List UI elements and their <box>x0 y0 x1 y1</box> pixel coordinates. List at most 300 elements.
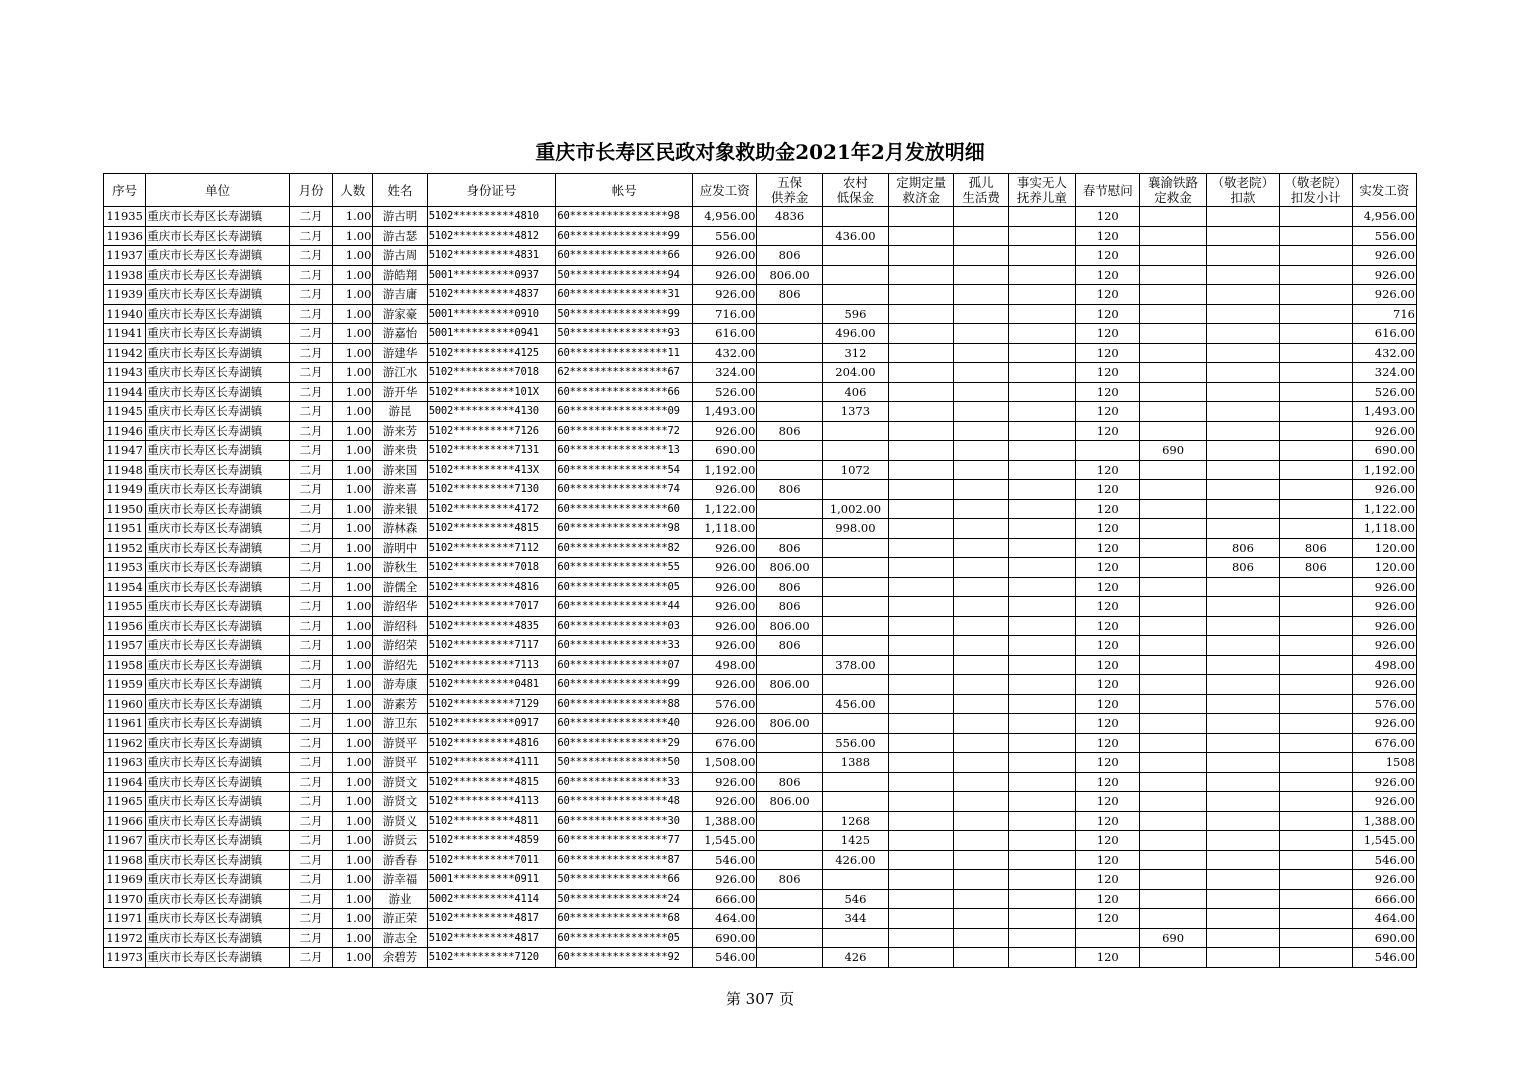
regular-relief-cell <box>889 460 954 480</box>
unattended-child-cell <box>1008 909 1075 929</box>
month-cell: 二月 <box>289 909 332 929</box>
count-cell: 1.00 <box>333 402 373 422</box>
month-cell: 二月 <box>289 753 332 773</box>
five-guarantee-cell <box>757 343 822 363</box>
unit-cell: 重庆市长寿区长寿湖镇 <box>146 616 290 636</box>
nursing-deduction-cell <box>1206 382 1279 402</box>
actual-pay-cell: 616.00 <box>1352 324 1417 344</box>
month-cell: 二月 <box>289 811 332 831</box>
nursing-subtotal-cell <box>1280 382 1352 402</box>
five-guarantee-cell <box>757 811 822 831</box>
id-number-cell: 5102**********7112 <box>427 538 556 558</box>
nursing-deduction-cell <box>1206 636 1279 656</box>
nursing-subtotal-cell <box>1280 655 1352 675</box>
nursing-subtotal-cell <box>1280 519 1352 539</box>
month-cell: 二月 <box>289 499 332 519</box>
unit-cell: 重庆市长寿区长寿湖镇 <box>146 343 290 363</box>
count-cell: 1.00 <box>333 499 373 519</box>
railway-relief-cell <box>1140 870 1206 890</box>
rural-allowance-cell <box>822 675 888 695</box>
column-header: 应发工资 <box>693 174 757 207</box>
orphan-cell <box>954 538 1008 558</box>
orphan-cell <box>954 343 1008 363</box>
rural-allowance-cell: 596 <box>822 304 888 324</box>
month-cell: 二月 <box>289 870 332 890</box>
table-row <box>104 909 1417 929</box>
payable-cell: 1,545.00 <box>693 831 757 851</box>
unattended-child-cell <box>1008 616 1075 636</box>
month-cell: 二月 <box>289 304 332 324</box>
row-index-cell: 11947 <box>104 441 146 461</box>
name-cell: 游贤平 <box>373 753 427 773</box>
month-cell: 二月 <box>289 246 332 266</box>
unattended-child-cell <box>1008 285 1075 305</box>
payable-cell: 676.00 <box>693 733 757 753</box>
row-index-cell: 11950 <box>104 499 146 519</box>
unattended-child-cell <box>1008 304 1075 324</box>
count-cell: 1.00 <box>333 441 373 461</box>
id-number-cell: 5102**********7117 <box>427 636 556 656</box>
table-row <box>104 519 1417 539</box>
count-cell: 1.00 <box>333 382 373 402</box>
regular-relief-cell <box>889 597 954 617</box>
festival-cell: 120 <box>1076 948 1140 968</box>
count-cell: 1.00 <box>333 870 373 890</box>
payable-cell: 926.00 <box>693 597 757 617</box>
orphan-cell <box>954 519 1008 539</box>
id-number-cell: 5102**********4113 <box>427 792 556 812</box>
five-guarantee-cell <box>757 753 822 773</box>
regular-relief-cell <box>889 382 954 402</box>
account-cell: 60****************82 <box>556 538 693 558</box>
unit-cell: 重庆市长寿区长寿湖镇 <box>146 577 290 597</box>
rural-allowance-cell: 378.00 <box>822 655 888 675</box>
festival-cell: 120 <box>1076 519 1140 539</box>
nursing-subtotal-cell <box>1280 421 1352 441</box>
nursing-deduction-cell <box>1206 343 1279 363</box>
five-guarantee-cell: 806.00 <box>757 558 822 578</box>
payable-cell: 926.00 <box>693 772 757 792</box>
unit-cell: 重庆市长寿区长寿湖镇 <box>146 948 290 968</box>
count-cell: 1.00 <box>333 948 373 968</box>
table-header-row <box>104 174 1417 207</box>
payable-cell: 926.00 <box>693 616 757 636</box>
unattended-child-cell <box>1008 577 1075 597</box>
nursing-subtotal-cell <box>1280 577 1352 597</box>
unit-cell: 重庆市长寿区长寿湖镇 <box>146 753 290 773</box>
unattended-child-cell <box>1008 948 1075 968</box>
payable-cell: 926.00 <box>693 246 757 266</box>
nursing-deduction-cell <box>1206 675 1279 695</box>
actual-pay-cell: 324.00 <box>1352 363 1417 383</box>
table-row <box>104 304 1417 324</box>
festival-cell: 120 <box>1076 753 1140 773</box>
orphan-cell <box>954 694 1008 714</box>
nursing-subtotal-cell <box>1280 636 1352 656</box>
festival-cell: 120 <box>1076 655 1140 675</box>
table-row <box>104 460 1417 480</box>
count-cell: 1.00 <box>333 226 373 246</box>
id-number-cell: 5001**********0937 <box>427 265 556 285</box>
name-cell: 游古瑟 <box>373 226 427 246</box>
actual-pay-cell: 926.00 <box>1352 577 1417 597</box>
actual-pay-cell: 926.00 <box>1352 792 1417 812</box>
month-cell: 二月 <box>289 733 332 753</box>
unit-cell: 重庆市长寿区长寿湖镇 <box>146 421 290 441</box>
nursing-deduction-cell <box>1206 909 1279 929</box>
orphan-cell <box>954 616 1008 636</box>
payable-cell: 716.00 <box>693 304 757 324</box>
orphan-cell <box>954 207 1008 227</box>
festival-cell: 120 <box>1076 538 1140 558</box>
actual-pay-cell: 926.00 <box>1352 636 1417 656</box>
payable-cell: 926.00 <box>693 265 757 285</box>
payable-cell: 690.00 <box>693 441 757 461</box>
actual-pay-cell: 526.00 <box>1352 382 1417 402</box>
festival-cell: 120 <box>1076 831 1140 851</box>
row-index-cell: 11940 <box>104 304 146 324</box>
unit-cell: 重庆市长寿区长寿湖镇 <box>146 831 290 851</box>
row-index-cell: 11935 <box>104 207 146 227</box>
orphan-cell <box>954 324 1008 344</box>
row-index-cell: 11971 <box>104 909 146 929</box>
nursing-subtotal-cell <box>1280 831 1352 851</box>
railway-relief-cell <box>1140 850 1206 870</box>
unit-cell: 重庆市长寿区长寿湖镇 <box>146 928 290 948</box>
id-number-cell: 5102**********4831 <box>427 246 556 266</box>
orphan-cell <box>954 226 1008 246</box>
unit-cell: 重庆市长寿区长寿湖镇 <box>146 382 290 402</box>
unit-cell: 重庆市长寿区长寿湖镇 <box>146 285 290 305</box>
name-cell: 游江水 <box>373 363 427 383</box>
account-cell: 60****************40 <box>556 714 693 734</box>
rural-allowance-cell: 1373 <box>822 402 888 422</box>
festival-cell: 120 <box>1076 577 1140 597</box>
orphan-cell <box>954 909 1008 929</box>
five-guarantee-cell <box>757 382 822 402</box>
festival-cell: 120 <box>1076 480 1140 500</box>
nursing-subtotal-cell <box>1280 909 1352 929</box>
nursing-subtotal-cell <box>1280 304 1352 324</box>
rural-allowance-cell: 436.00 <box>822 226 888 246</box>
id-number-cell: 5102**********7011 <box>427 850 556 870</box>
name-cell: 游志全 <box>373 928 427 948</box>
column-header: （敬老院） 扣发小计 <box>1280 174 1352 207</box>
actual-pay-cell: 498.00 <box>1352 655 1417 675</box>
table-row <box>104 636 1417 656</box>
festival-cell: 120 <box>1076 889 1140 909</box>
railway-relief-cell <box>1140 421 1206 441</box>
account-cell: 50****************24 <box>556 889 693 909</box>
nursing-subtotal-cell <box>1280 597 1352 617</box>
orphan-cell <box>954 636 1008 656</box>
festival-cell: 120 <box>1076 343 1140 363</box>
count-cell: 1.00 <box>333 460 373 480</box>
row-index-cell: 11955 <box>104 597 146 617</box>
id-number-cell: 5102**********4835 <box>427 616 556 636</box>
regular-relief-cell <box>889 304 954 324</box>
unit-cell: 重庆市长寿区长寿湖镇 <box>146 636 290 656</box>
nursing-deduction-cell: 806 <box>1206 558 1279 578</box>
actual-pay-cell: 926.00 <box>1352 265 1417 285</box>
month-cell: 二月 <box>289 558 332 578</box>
table-row <box>104 402 1417 422</box>
orphan-cell <box>954 675 1008 695</box>
festival-cell: 120 <box>1076 675 1140 695</box>
festival-cell: 120 <box>1076 207 1140 227</box>
name-cell: 游来国 <box>373 460 427 480</box>
festival-cell: 120 <box>1076 870 1140 890</box>
table-row <box>104 382 1417 402</box>
actual-pay-cell: 1508 <box>1352 753 1417 773</box>
festival-cell: 120 <box>1076 636 1140 656</box>
rural-allowance-cell: 496.00 <box>822 324 888 344</box>
name-cell: 游幸福 <box>373 870 427 890</box>
railway-relief-cell <box>1140 831 1206 851</box>
rural-allowance-cell <box>822 421 888 441</box>
rural-allowance-cell: 406 <box>822 382 888 402</box>
actual-pay-cell: 556.00 <box>1352 226 1417 246</box>
nursing-deduction-cell <box>1206 265 1279 285</box>
unit-cell: 重庆市长寿区长寿湖镇 <box>146 304 290 324</box>
regular-relief-cell <box>889 753 954 773</box>
name-cell: 游来银 <box>373 499 427 519</box>
unit-cell: 重庆市长寿区长寿湖镇 <box>146 246 290 266</box>
rural-allowance-cell <box>822 870 888 890</box>
month-cell: 二月 <box>289 636 332 656</box>
nursing-deduction-cell <box>1206 850 1279 870</box>
month-cell: 二月 <box>289 616 332 636</box>
count-cell: 1.00 <box>333 772 373 792</box>
regular-relief-cell <box>889 850 954 870</box>
festival-cell <box>1076 928 1140 948</box>
rural-allowance-cell <box>822 207 888 227</box>
rural-allowance-cell <box>822 558 888 578</box>
nursing-subtotal-cell <box>1280 207 1352 227</box>
regular-relief-cell <box>889 772 954 792</box>
nursing-subtotal-cell <box>1280 733 1352 753</box>
festival-cell: 120 <box>1076 265 1140 285</box>
regular-relief-cell <box>889 499 954 519</box>
account-cell: 60****************33 <box>556 636 693 656</box>
payable-cell: 498.00 <box>693 655 757 675</box>
unattended-child-cell <box>1008 402 1075 422</box>
unattended-child-cell <box>1008 324 1075 344</box>
actual-pay-cell: 1,493.00 <box>1352 402 1417 422</box>
payable-cell: 1,493.00 <box>693 402 757 422</box>
festival-cell: 120 <box>1076 616 1140 636</box>
regular-relief-cell <box>889 538 954 558</box>
nursing-deduction-cell <box>1206 792 1279 812</box>
account-cell: 50****************94 <box>556 265 693 285</box>
orphan-cell <box>954 382 1008 402</box>
name-cell: 游儒全 <box>373 577 427 597</box>
five-guarantee-cell: 806.00 <box>757 714 822 734</box>
railway-relief-cell <box>1140 948 1206 968</box>
account-cell: 60****************99 <box>556 675 693 695</box>
month-cell: 二月 <box>289 226 332 246</box>
actual-pay-cell: 1,122.00 <box>1352 499 1417 519</box>
regular-relief-cell <box>889 889 954 909</box>
account-cell: 60****************31 <box>556 285 693 305</box>
nursing-subtotal-cell <box>1280 792 1352 812</box>
rural-allowance-cell <box>822 246 888 266</box>
id-number-cell: 5102**********7018 <box>427 363 556 383</box>
rural-allowance-cell <box>822 792 888 812</box>
payable-cell: 546.00 <box>693 948 757 968</box>
regular-relief-cell <box>889 480 954 500</box>
nursing-subtotal-cell <box>1280 499 1352 519</box>
account-cell: 50****************50 <box>556 753 693 773</box>
row-index-cell: 11965 <box>104 792 146 812</box>
unattended-child-cell <box>1008 382 1075 402</box>
account-cell: 60****************66 <box>556 382 693 402</box>
column-header: 襄渝铁路 定救金 <box>1140 174 1206 207</box>
unattended-child-cell <box>1008 694 1075 714</box>
unattended-child-cell <box>1008 753 1075 773</box>
id-number-cell: 5102**********0481 <box>427 675 556 695</box>
name-cell: 游来芳 <box>373 421 427 441</box>
nursing-subtotal-cell <box>1280 616 1352 636</box>
payable-cell: 926.00 <box>693 577 757 597</box>
payable-cell: 556.00 <box>693 226 757 246</box>
unit-cell: 重庆市长寿区长寿湖镇 <box>146 870 290 890</box>
railway-relief-cell <box>1140 694 1206 714</box>
name-cell: 游贤文 <box>373 772 427 792</box>
railway-relief-cell <box>1140 811 1206 831</box>
count-cell: 1.00 <box>333 889 373 909</box>
name-cell: 游秋生 <box>373 558 427 578</box>
orphan-cell <box>954 421 1008 441</box>
five-guarantee-cell: 806 <box>757 480 822 500</box>
orphan-cell <box>954 499 1008 519</box>
actual-pay-cell: 926.00 <box>1352 772 1417 792</box>
row-index-cell: 11954 <box>104 577 146 597</box>
nursing-subtotal-cell <box>1280 928 1352 948</box>
regular-relief-cell <box>889 519 954 539</box>
nursing-deduction-cell <box>1206 655 1279 675</box>
five-guarantee-cell: 806 <box>757 870 822 890</box>
count-cell: 1.00 <box>333 343 373 363</box>
name-cell: 游古明 <box>373 207 427 227</box>
festival-cell: 120 <box>1076 382 1140 402</box>
actual-pay-cell: 926.00 <box>1352 421 1417 441</box>
festival-cell: 120 <box>1076 811 1140 831</box>
table-row <box>104 441 1417 461</box>
unattended-child-cell <box>1008 421 1075 441</box>
unit-cell: 重庆市长寿区长寿湖镇 <box>146 226 290 246</box>
unit-cell: 重庆市长寿区长寿湖镇 <box>146 675 290 695</box>
railway-relief-cell <box>1140 363 1206 383</box>
nursing-deduction-cell <box>1206 811 1279 831</box>
table-row <box>104 675 1417 695</box>
regular-relief-cell <box>889 246 954 266</box>
unattended-child-cell <box>1008 246 1075 266</box>
id-number-cell: 5102**********4815 <box>427 772 556 792</box>
five-guarantee-cell <box>757 363 822 383</box>
relief-fund-table <box>103 173 1417 968</box>
railway-relief-cell <box>1140 538 1206 558</box>
orphan-cell <box>954 558 1008 578</box>
railway-relief-cell <box>1140 655 1206 675</box>
payable-cell: 926.00 <box>693 675 757 695</box>
rural-allowance-cell <box>822 772 888 792</box>
nursing-deduction-cell <box>1206 499 1279 519</box>
unit-cell: 重庆市长寿区长寿湖镇 <box>146 733 290 753</box>
orphan-cell <box>954 480 1008 500</box>
regular-relief-cell <box>889 616 954 636</box>
regular-relief-cell <box>889 421 954 441</box>
unit-cell: 重庆市长寿区长寿湖镇 <box>146 402 290 422</box>
unit-cell: 重庆市长寿区长寿湖镇 <box>146 889 290 909</box>
nursing-deduction-cell <box>1206 402 1279 422</box>
count-cell: 1.00 <box>333 616 373 636</box>
actual-pay-cell: 926.00 <box>1352 714 1417 734</box>
row-index-cell: 11948 <box>104 460 146 480</box>
account-cell: 60****************09 <box>556 402 693 422</box>
unit-cell: 重庆市长寿区长寿湖镇 <box>146 499 290 519</box>
payable-cell: 324.00 <box>693 363 757 383</box>
festival-cell: 120 <box>1076 499 1140 519</box>
table-row <box>104 928 1417 948</box>
name-cell: 游林森 <box>373 519 427 539</box>
name-cell: 游绍荣 <box>373 636 427 656</box>
festival-cell: 120 <box>1076 226 1140 246</box>
actual-pay-cell: 926.00 <box>1352 246 1417 266</box>
regular-relief-cell <box>889 636 954 656</box>
actual-pay-cell: 926.00 <box>1352 597 1417 617</box>
rural-allowance-cell <box>822 538 888 558</box>
nursing-subtotal-cell <box>1280 265 1352 285</box>
unit-cell: 重庆市长寿区长寿湖镇 <box>146 207 290 227</box>
nursing-deduction-cell <box>1206 753 1279 773</box>
payable-cell: 926.00 <box>693 792 757 812</box>
column-header: 定期定量 救济金 <box>889 174 954 207</box>
row-index-cell: 11951 <box>104 519 146 539</box>
five-guarantee-cell: 806.00 <box>757 792 822 812</box>
regular-relief-cell <box>889 655 954 675</box>
festival-cell: 120 <box>1076 363 1140 383</box>
nursing-deduction-cell <box>1206 246 1279 266</box>
count-cell: 1.00 <box>333 421 373 441</box>
rural-allowance-cell: 1,002.00 <box>822 499 888 519</box>
id-number-cell: 5102**********101X <box>427 382 556 402</box>
five-guarantee-cell <box>757 460 822 480</box>
festival-cell: 120 <box>1076 850 1140 870</box>
account-cell: 60****************66 <box>556 246 693 266</box>
nursing-subtotal-cell: 806 <box>1280 538 1352 558</box>
rural-allowance-cell: 998.00 <box>822 519 888 539</box>
nursing-subtotal-cell <box>1280 363 1352 383</box>
railway-relief-cell <box>1140 753 1206 773</box>
account-cell: 50****************93 <box>556 324 693 344</box>
row-index-cell: 11949 <box>104 480 146 500</box>
month-cell: 二月 <box>289 675 332 695</box>
regular-relief-cell <box>889 207 954 227</box>
rural-allowance-cell <box>822 577 888 597</box>
nursing-subtotal-cell: 806 <box>1280 558 1352 578</box>
regular-relief-cell <box>889 792 954 812</box>
name-cell: 游皓翔 <box>373 265 427 285</box>
month-cell: 二月 <box>289 792 332 812</box>
month-cell: 二月 <box>289 285 332 305</box>
orphan-cell <box>954 792 1008 812</box>
month-cell: 二月 <box>289 538 332 558</box>
table-row <box>104 616 1417 636</box>
orphan-cell <box>954 753 1008 773</box>
nursing-deduction-cell: 806 <box>1206 538 1279 558</box>
unit-cell: 重庆市长寿区长寿湖镇 <box>146 655 290 675</box>
